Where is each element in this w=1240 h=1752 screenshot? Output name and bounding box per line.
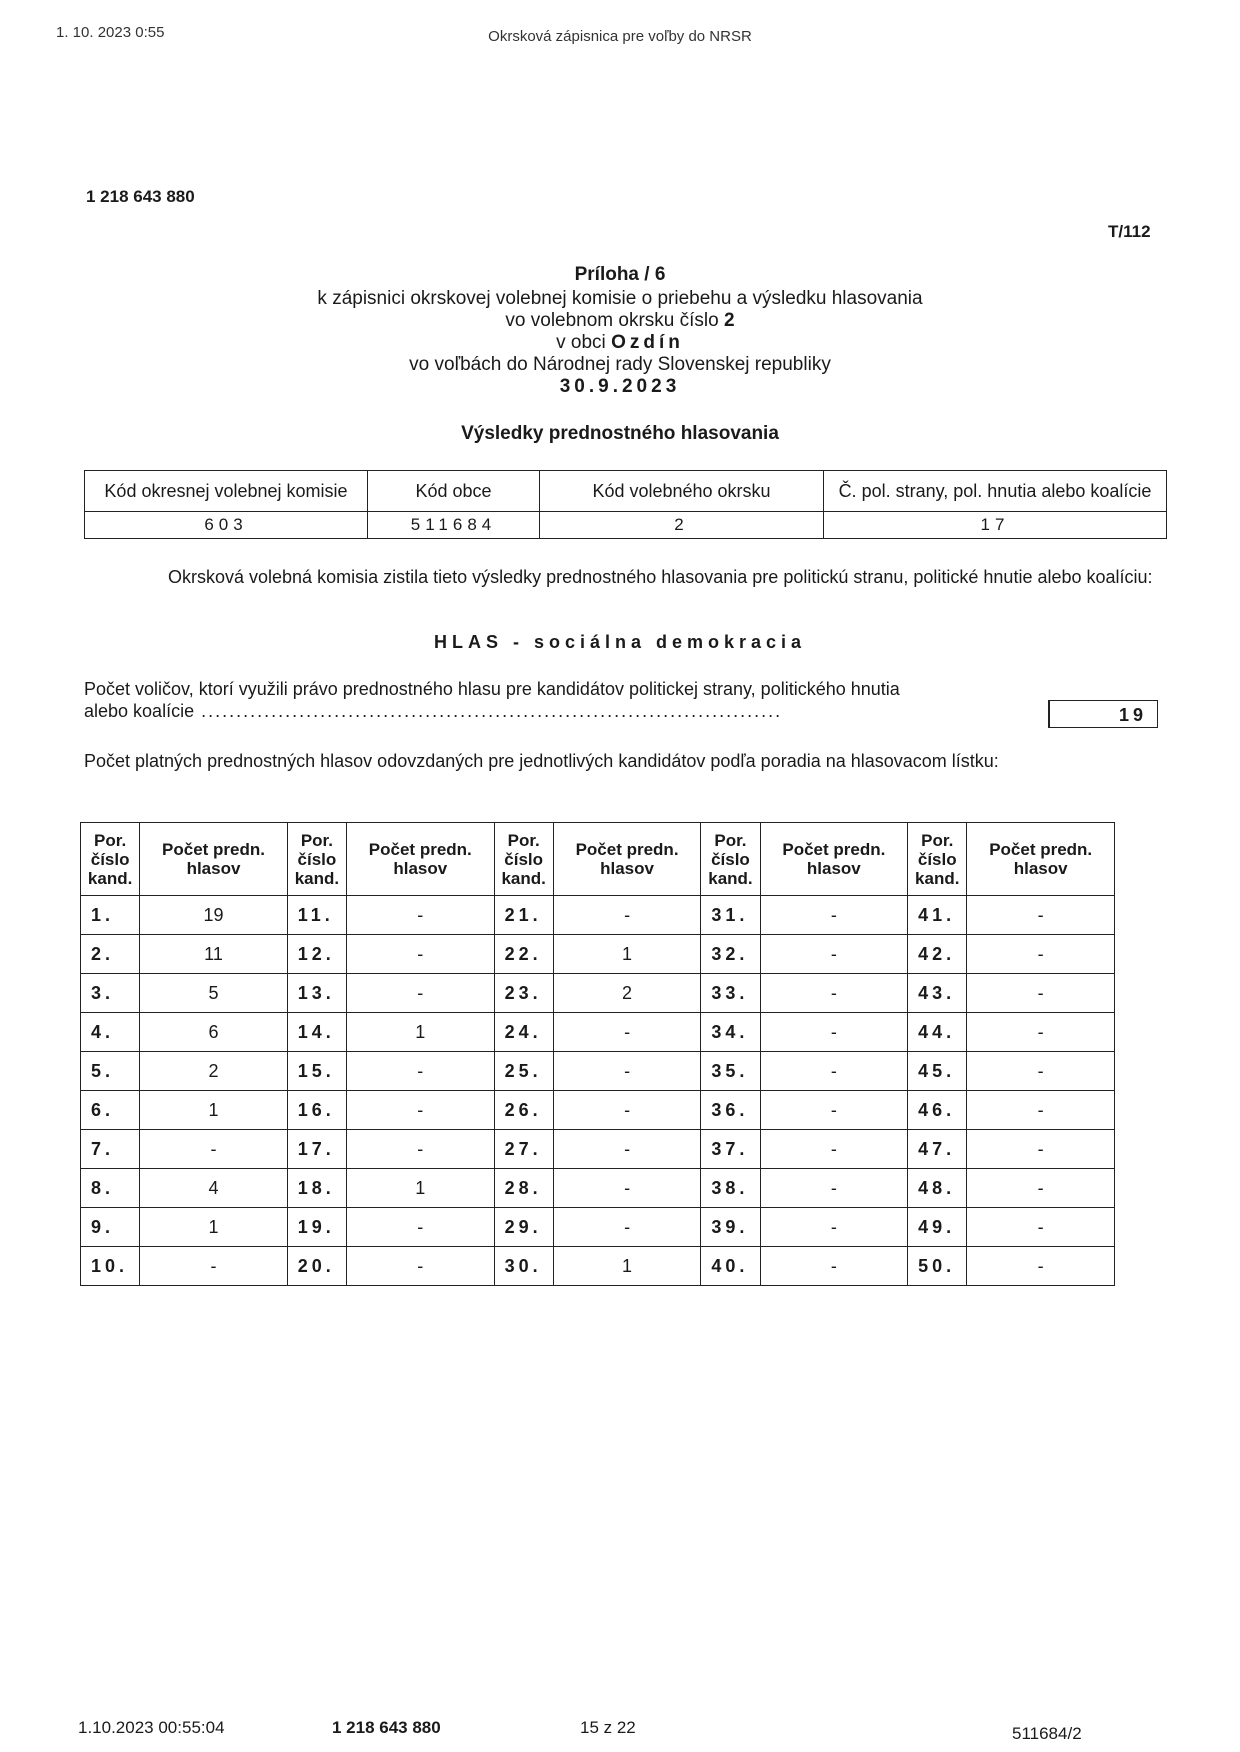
candidate-votes: 2: [553, 974, 701, 1013]
candidate-votes: 1: [347, 1169, 495, 1208]
voters-text-line-2-label: alebo koalície: [84, 701, 195, 721]
form-code: T/112: [1108, 222, 1151, 241]
candidate-votes: -: [760, 1013, 908, 1052]
candidate-votes: -: [967, 1208, 1115, 1247]
heading-line-3: [0, 310, 1240, 332]
footer-reference: 511684/2: [1012, 1724, 1082, 1743]
header-candidate-number: Por. číslo kand.: [701, 823, 760, 896]
candidate-number: 35.: [701, 1052, 760, 1091]
candidate-votes: -: [553, 1013, 701, 1052]
heading-line-5: vo voľbách do Národnej rady Slovenskej republiky: [409, 354, 831, 375]
table-row: [81, 896, 1115, 935]
candidate-number: 49.: [908, 1208, 967, 1247]
candidate-number: 25.: [494, 1052, 553, 1091]
header-preferential-votes: Počet predn. hlasov: [140, 823, 288, 896]
codes-table: [84, 470, 1167, 539]
candidate-table-header: [81, 823, 1115, 896]
candidate-votes: -: [553, 1091, 701, 1130]
codes-header-municipality: Kód obce: [368, 471, 540, 512]
header-preferential-votes: Počet predn. hlasov: [967, 823, 1115, 896]
candidate-number: 44.: [908, 1013, 967, 1052]
candidate-votes: -: [347, 1208, 495, 1247]
candidate-number: 43.: [908, 974, 967, 1013]
candidate-votes: -: [760, 1247, 908, 1286]
table-row: [81, 1013, 1115, 1052]
candidate-votes: -: [347, 1247, 495, 1286]
candidate-number: 18.: [287, 1169, 346, 1208]
candidate-number: 47.: [908, 1130, 967, 1169]
table-row: [81, 974, 1115, 1013]
candidate-votes: -: [347, 1130, 495, 1169]
candidate-votes: -: [347, 1052, 495, 1091]
election-date: 30.9.2023: [559, 376, 681, 397]
candidate-votes: -: [967, 1169, 1115, 1208]
candidate-votes: -: [967, 896, 1115, 935]
district-number: 2: [724, 310, 735, 331]
candidate-votes: 1: [140, 1091, 288, 1130]
candidate-number: 14.: [287, 1013, 346, 1052]
header-preferential-votes: Počet predn. hlasov: [553, 823, 701, 896]
candidate-number: 36.: [701, 1091, 760, 1130]
candidate-votes: -: [553, 1130, 701, 1169]
voters-text-line-1: Počet voličov, ktorí využili právo prednostného hlasu pre kandidátov politickej strany, politického hnutia: [84, 679, 900, 699]
candidate-number: 22.: [494, 935, 553, 974]
candidate-votes: 1: [347, 1013, 495, 1052]
voters-count: 19: [1048, 700, 1158, 728]
candidate-number: 6.: [81, 1091, 140, 1130]
print-timestamp: 1. 10. 2023 0:55: [56, 24, 165, 41]
table-row: [81, 1208, 1115, 1247]
candidate-number: 26.: [494, 1091, 553, 1130]
candidate-votes: -: [553, 1208, 701, 1247]
heading-line-4: [0, 332, 1240, 354]
candidate-votes: -: [347, 935, 495, 974]
heading-line-4-prefix: v obci: [556, 332, 606, 353]
candidate-votes: 4: [140, 1169, 288, 1208]
candidate-votes: -: [967, 1052, 1115, 1091]
candidate-votes: -: [760, 935, 908, 974]
candidate-number: 1.: [81, 896, 140, 935]
candidate-number: 11.: [287, 896, 346, 935]
candidate-number: 7.: [81, 1130, 140, 1169]
candidate-votes: -: [140, 1130, 288, 1169]
codes-value-district: 2: [540, 512, 824, 539]
candidate-votes: -: [760, 1130, 908, 1169]
candidate-number: 2.: [81, 935, 140, 974]
candidate-number: 48.: [908, 1169, 967, 1208]
candidate-votes: -: [760, 1091, 908, 1130]
candidate-number: 24.: [494, 1013, 553, 1052]
candidate-votes: -: [967, 974, 1115, 1013]
header-candidate-number: Por. číslo kand.: [908, 823, 967, 896]
candidate-number: 4.: [81, 1013, 140, 1052]
votes-intro-text: Počet platných prednostných hlasov odovzdaných pre jednotlivých kandidátov podľa poradia na hlasovacom lístku:: [84, 751, 999, 771]
candidate-votes: -: [967, 1130, 1115, 1169]
codes-header-party: Č. pol. strany, pol. hnutia alebo koalície: [824, 471, 1167, 512]
candidate-number: 31.: [701, 896, 760, 935]
header-candidate-number: Por. číslo kand.: [287, 823, 346, 896]
candidate-number: 21.: [494, 896, 553, 935]
candidate-number: 10.: [81, 1247, 140, 1286]
codes-value-commission: 603: [85, 512, 368, 539]
footer-document-number: 1 218 643 880: [332, 1718, 441, 1737]
candidate-votes: -: [553, 1169, 701, 1208]
candidate-votes: -: [967, 1247, 1115, 1286]
candidate-votes: -: [967, 1013, 1115, 1052]
intro-text: Okrsková volebná komisia zistila tieto výsledky prednostného hlasovania pre politickú stranu, politické hnutie alebo koalíciu:: [168, 567, 1153, 587]
document-header-title: Okrsková zápisnica pre voľby do NRSR: [488, 28, 752, 45]
candidate-number: 46.: [908, 1091, 967, 1130]
table-row: [81, 1130, 1115, 1169]
header-preferential-votes: Počet predn. hlasov: [347, 823, 495, 896]
candidate-votes: -: [967, 935, 1115, 974]
table-row: [81, 935, 1115, 974]
candidate-votes: 6: [140, 1013, 288, 1052]
party-name: HLAS - sociálna demokracia: [433, 632, 807, 652]
codes-header-district: Kód volebného okrsku: [540, 471, 824, 512]
candidate-votes: 2: [140, 1052, 288, 1091]
table-row: [81, 1091, 1115, 1130]
candidate-number: 50.: [908, 1247, 967, 1286]
candidate-number: 9.: [81, 1208, 140, 1247]
codes-value-party: 17: [824, 512, 1167, 539]
candidate-number: 16.: [287, 1091, 346, 1130]
candidate-votes: 11: [140, 935, 288, 974]
candidate-number: 29.: [494, 1208, 553, 1247]
table-row: [81, 1052, 1115, 1091]
candidate-votes: 19: [140, 896, 288, 935]
header-preferential-votes: Počet predn. hlasov: [760, 823, 908, 896]
heading-line-3-prefix: vo volebnom okrsku číslo: [505, 310, 719, 331]
candidate-votes-table: [80, 822, 1115, 1286]
footer-timestamp: 1.10.2023 00:55:04: [78, 1718, 225, 1737]
candidate-votes: -: [760, 1169, 908, 1208]
candidate-votes: -: [760, 974, 908, 1013]
codes-value-municipality: 511684: [368, 512, 540, 539]
codes-header-commission: Kód okresnej volebnej komisie: [85, 471, 368, 512]
candidate-number: 30.: [494, 1247, 553, 1286]
candidate-number: 15.: [287, 1052, 346, 1091]
candidate-votes: -: [760, 1052, 908, 1091]
candidate-number: 8.: [81, 1169, 140, 1208]
candidate-votes: -: [140, 1247, 288, 1286]
candidate-number: 17.: [287, 1130, 346, 1169]
candidate-number: 13.: [287, 974, 346, 1013]
candidate-number: 33.: [701, 974, 760, 1013]
candidate-votes: -: [347, 974, 495, 1013]
heading-line-2: k zápisnici okrskovej volebnej komisie o priebehu a výsledku hlasovania: [317, 288, 923, 309]
candidate-votes: 1: [140, 1208, 288, 1247]
candidate-number: 12.: [287, 935, 346, 974]
candidate-number: 27.: [494, 1130, 553, 1169]
candidate-number: 39.: [701, 1208, 760, 1247]
candidate-number: 41.: [908, 896, 967, 935]
attachment-title: Príloha / 6: [574, 264, 666, 285]
candidate-votes: -: [760, 896, 908, 935]
header-candidate-number: Por. číslo kand.: [81, 823, 140, 896]
candidate-votes: -: [967, 1091, 1115, 1130]
table-row: [81, 1247, 1115, 1286]
voters-text-line-2: [84, 700, 984, 722]
table-row: [81, 1169, 1115, 1208]
candidate-number: 20.: [287, 1247, 346, 1286]
candidate-number: 34.: [701, 1013, 760, 1052]
candidate-votes: -: [553, 896, 701, 935]
candidate-votes: 5: [140, 974, 288, 1013]
candidate-votes: -: [347, 896, 495, 935]
candidate-number: 37.: [701, 1130, 760, 1169]
candidate-number: 3.: [81, 974, 140, 1013]
candidate-votes: 1: [553, 1247, 701, 1286]
candidate-number: 45.: [908, 1052, 967, 1091]
candidate-number: 32.: [701, 935, 760, 974]
header-candidate-number: Por. číslo kand.: [494, 823, 553, 896]
candidate-votes: 1: [553, 935, 701, 974]
candidate-number: 38.: [701, 1169, 760, 1208]
candidate-votes: -: [760, 1208, 908, 1247]
candidate-number: 19.: [287, 1208, 346, 1247]
candidate-number: 28.: [494, 1169, 553, 1208]
municipality-name: Ozdín: [611, 332, 684, 353]
candidate-number: 42.: [908, 935, 967, 974]
candidate-votes: -: [553, 1052, 701, 1091]
dot-leader: ...................................................................................: [194, 701, 783, 721]
footer-page-number: 15 z 22: [580, 1718, 636, 1737]
document-number: 1 218 643 880: [86, 187, 195, 206]
candidate-number: 23.: [494, 974, 553, 1013]
candidate-votes: -: [347, 1091, 495, 1130]
candidate-number: 40.: [701, 1247, 760, 1286]
section-title: Výsledky prednostného hlasovania: [461, 423, 779, 444]
candidate-number: 5.: [81, 1052, 140, 1091]
